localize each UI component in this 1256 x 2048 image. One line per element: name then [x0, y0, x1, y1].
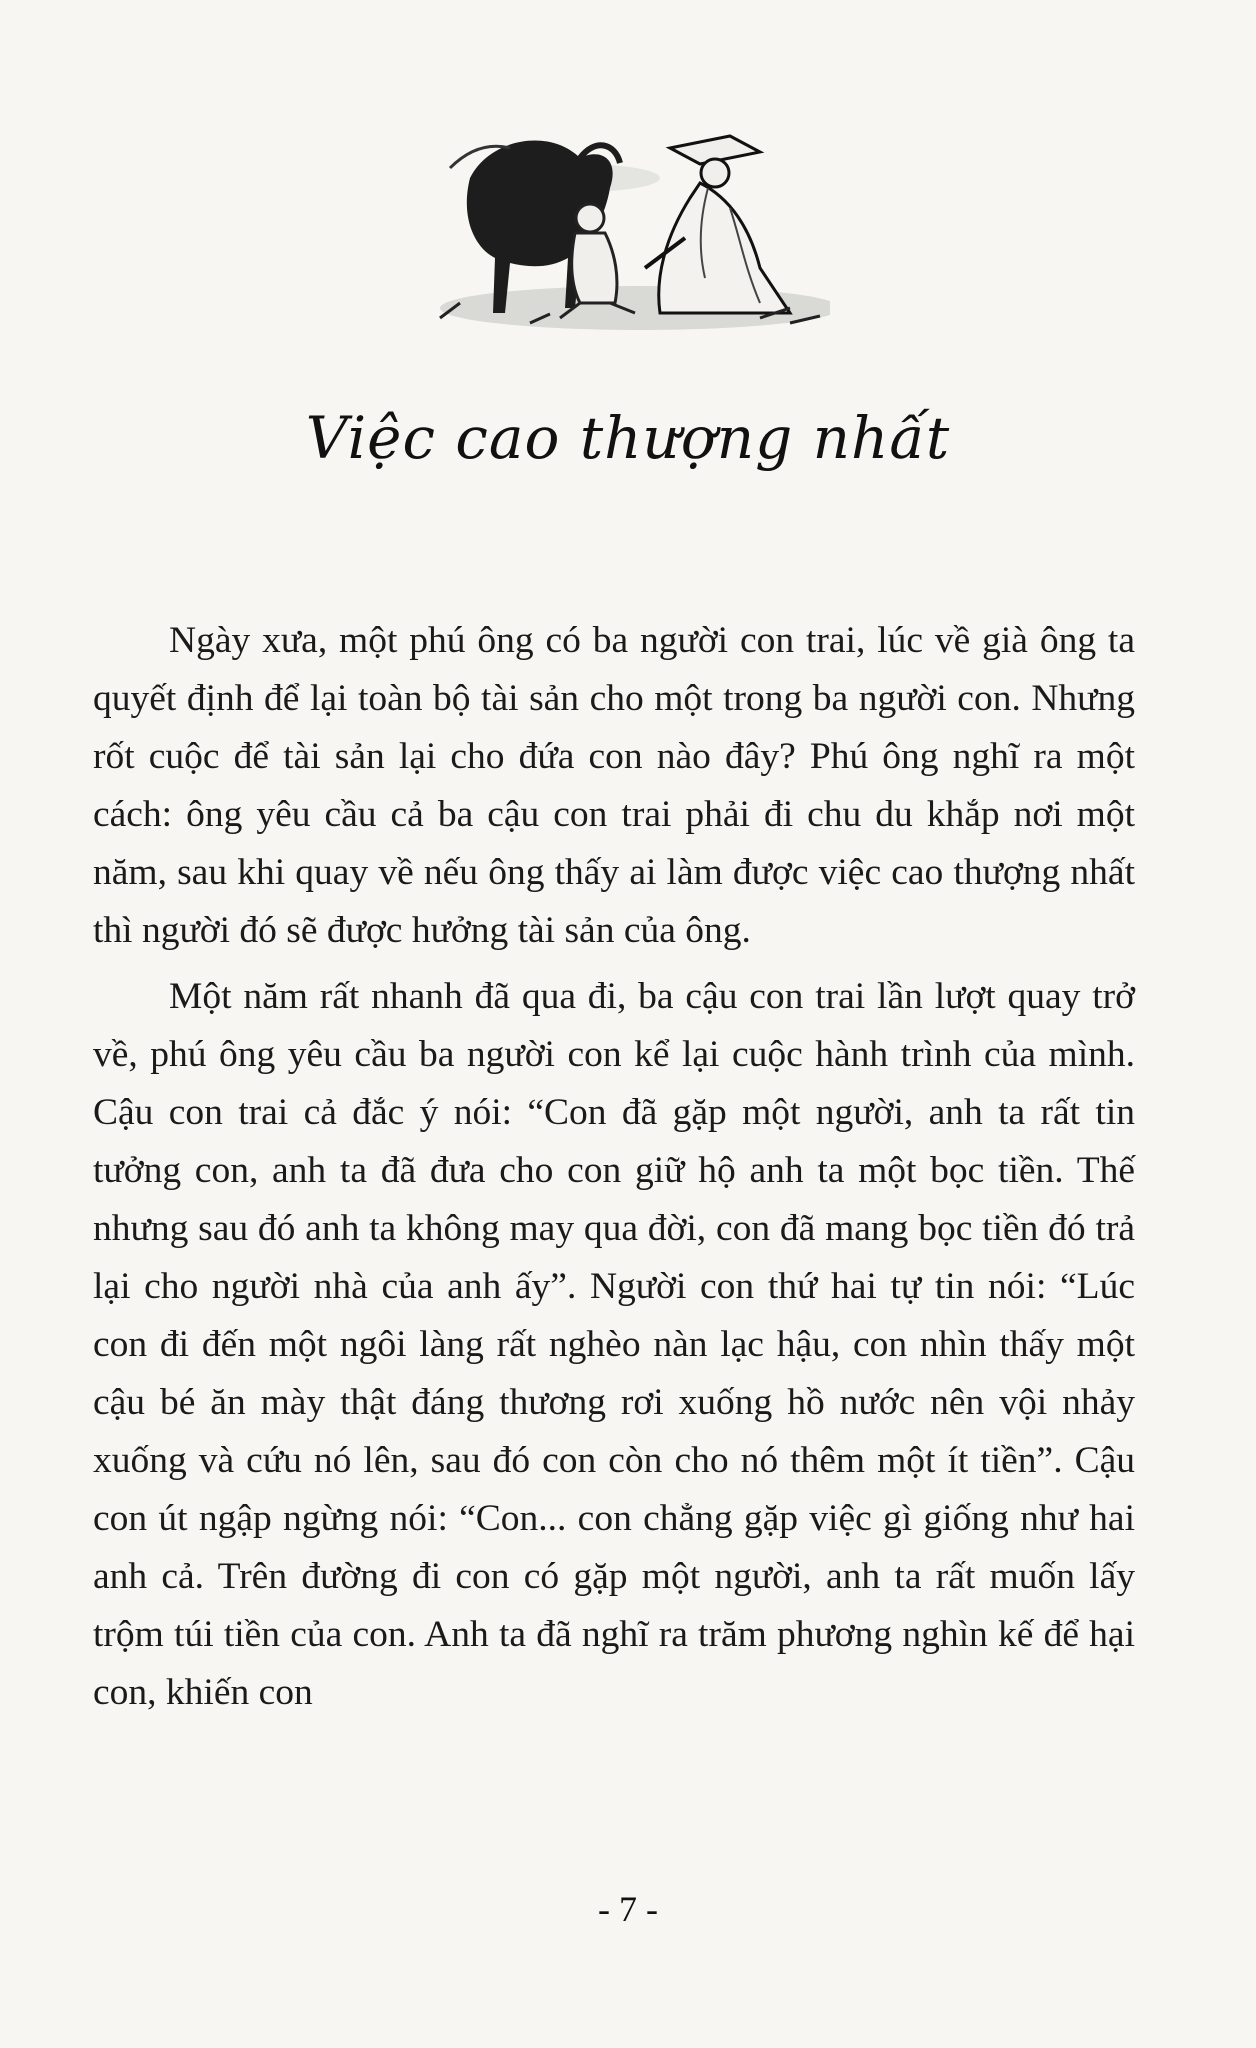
story-body: [93, 612, 1135, 1722]
paragraph-1: Ngày xưa, một phú ông có ba người con trai, lúc về già ông ta quyết định để lại toàn bộ tài sản cho một trong ba người con. Nhưng rốt cuộc để tài sản lại cho đứa con nào đây? Phú ông nghĩ ra một cách: ông yêu cầu cả ba cậu con trai phải đi chu du khắp nơi một năm, sau khi quay về nếu ông thấy ai làm được việc cao thượng nhất thì người đó sẽ được hưởng tài sản của ông.: [93, 620, 1135, 951]
paragraph-2: Một năm rất nhanh đã qua đi, ba cậu con trai lần lượt quay trở về, phú ông yêu cầu ba người con kể lại cuộc hành trình của mình. Cậu con trai cả đắc ý nói: “Con đã gặp một người, anh ta rất tin tưởng con, anh ta đã đưa cho con giữ hộ anh ta một bọc tiền. Thế nhưng sau đó anh ta không may qua đời, con đã mang bọc tiền đó trả lại cho người nhà của anh ấy”. Người con thứ hai tự tin nói: “Lúc con đi đến một ngôi làng rất nghèo nàn lạc hậu, con nhìn thấy một cậu bé ăn mày thật đáng thương rơi xuống hồ nước nên vội nhảy xuống và cứu nó lên, sau đó con còn cho nó thêm một ít tiền”. Cậu con út ngập ngừng nói: “Con... con chẳng gặp việc gì giống như hai anh cả. Trên đường đi con có gặp một người, anh ta rất muốn lấy trộm túi tiền của con. Anh ta đã nghĩ ra trăm phương nghìn kế để hại con, khiến con: [93, 976, 1135, 1713]
ink-sketch-elder-boy-buffalo-icon: [430, 118, 830, 348]
chapter-title: Việc cao thượng nhất: [305, 404, 951, 472]
page-number: - 7 -: [598, 1889, 658, 1929]
